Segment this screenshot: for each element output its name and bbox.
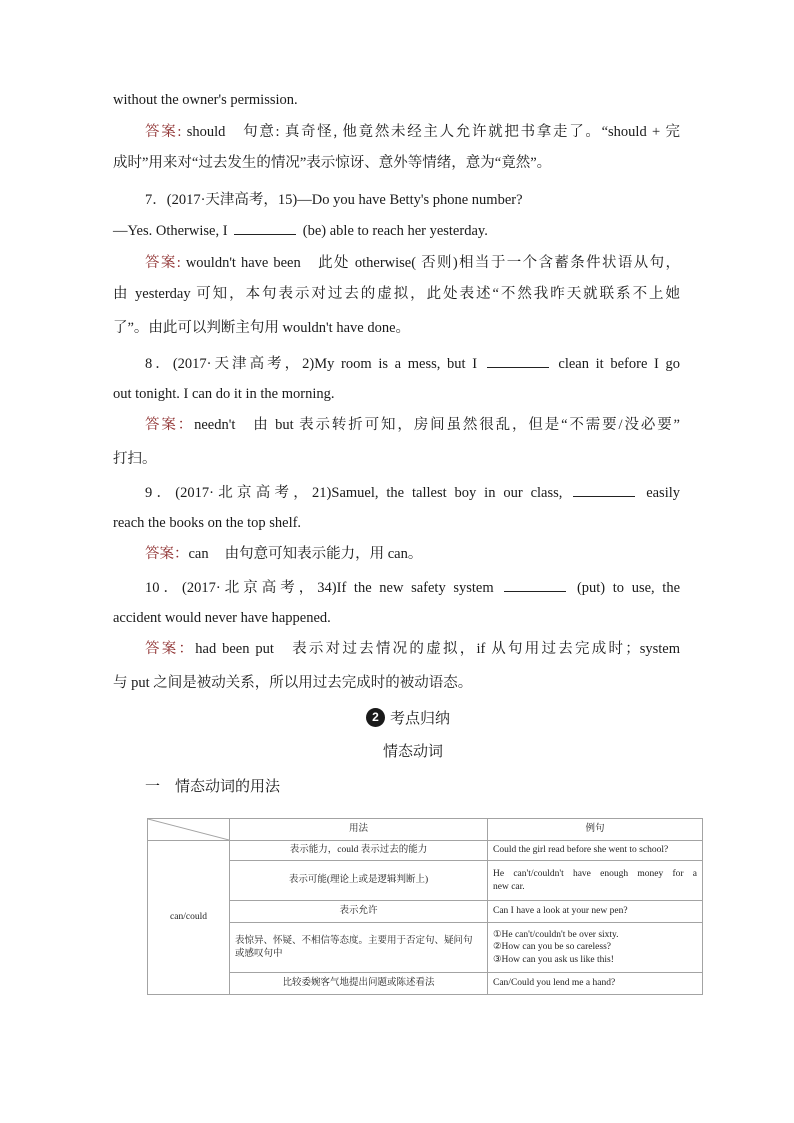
- section-title: 考点归纳: [390, 710, 451, 727]
- question-text: 10．(2017·北京高考，34)If the new safety system: [145, 580, 494, 596]
- table-row: [148, 923, 703, 973]
- section-number-badge: 2: [366, 708, 385, 727]
- question-text: clean it before I go: [558, 356, 681, 372]
- modal-verb-cell: can/could: [148, 841, 230, 995]
- answer-label: 答案：: [145, 641, 196, 657]
- item6-answer-explanation-cont: 成时”用来对“过去发生的情况”表示惊讶、意外等情绪，意为“竟然”。: [113, 155, 552, 171]
- item7-answer-explanation-cont: 由 yesterday 可知，本句表示对过去的虚拟，此处表述“不然我昨天就联系不上她: [113, 286, 680, 302]
- example-cell: [488, 973, 703, 995]
- usage-text: 或感叹句中: [235, 948, 283, 959]
- question-text: 9．(2017·北京高考，21)Samuel, the tallest boy in our class,: [145, 485, 563, 501]
- example-text: Can/Could you lend me a hand?: [493, 978, 616, 989]
- example-cell: [488, 901, 703, 923]
- item8-answer-explanation-cont: 打扫。: [113, 451, 157, 467]
- sub-heading-text: 情态动词的用法: [175, 779, 281, 795]
- usage-text: 表示能力，could 表示过去的能力: [289, 845, 428, 856]
- example-cell: [488, 841, 703, 861]
- header-usage: 用法: [230, 819, 488, 841]
- question-text: 8．(2017·天津高考，2)My room is a mess, but I: [145, 356, 478, 372]
- sub-heading-marker: 一: [145, 779, 161, 795]
- item8-question-line2: out tonight. I can do it in the morning.: [113, 386, 335, 402]
- answer-value: can: [188, 546, 209, 562]
- item6-answer-line: [145, 122, 680, 142]
- answer-blank: [573, 483, 635, 497]
- usage-cell: [230, 923, 488, 973]
- table-header-row: [148, 819, 703, 841]
- usage-text: 表惊异、怀疑、不相信等态度。主要用于否定句、疑问句: [235, 936, 473, 946]
- answer-explanation: 由句意可知表示能力，用 can。: [224, 546, 423, 562]
- answer-label: 答案：: [145, 546, 189, 562]
- example-text: ②How can you be so careless?: [493, 942, 611, 953]
- answer-blank: [487, 354, 549, 368]
- usage-text: 表示允许: [339, 906, 378, 917]
- usage-text: 表示可能(理论上或是逻辑判断上): [288, 875, 429, 886]
- sub-heading: [145, 777, 280, 797]
- item10-question-line2: accident would never have happened.: [113, 610, 331, 626]
- diagonal-line: [148, 819, 229, 840]
- item7-answer-explanation-cont: 了”。由此可以判断主句用 wouldn't have done。: [113, 320, 411, 336]
- example-text: Could the girl read before she went to school?: [493, 845, 669, 856]
- answer-explanation: 由 but 表示转折可知，房间虽然很乱，但是“不需要/没必要”: [251, 417, 680, 433]
- question-text: —Yes. Otherwise, I: [113, 223, 228, 239]
- example-cell: [488, 861, 703, 901]
- item8-answer-line: [145, 415, 680, 435]
- modal-usage-table: [147, 818, 703, 995]
- item9-question-line1: [145, 483, 680, 503]
- item7-question-line1: 7．(2017·天津高考，15)—Do you have Betty's phone number?: [145, 192, 523, 208]
- section-heading: [366, 707, 450, 727]
- table-row: [148, 901, 703, 923]
- usage-cell: [230, 901, 488, 923]
- answer-value: needn't: [194, 417, 236, 433]
- table-row: [148, 973, 703, 995]
- example-cell: [488, 923, 703, 973]
- answer-blank: [504, 578, 566, 592]
- item7-answer-line: [145, 253, 680, 273]
- answer-value: wouldn't have been: [185, 255, 301, 271]
- example-text: new car.: [493, 881, 525, 892]
- usage-cell: [230, 973, 488, 995]
- example-text: He can't/couldn't have enough money for a: [493, 869, 697, 879]
- usage-cell: [230, 861, 488, 901]
- item10-question-line1: [145, 578, 680, 598]
- item10-answer-line: [145, 639, 680, 659]
- item9-answer-line: [145, 544, 422, 564]
- usage-cell: [230, 841, 488, 861]
- answer-explanation: 此处 otherwise( 否则)相当于一个含蓄条件状语从句，: [316, 255, 681, 271]
- answer-blank: [234, 221, 296, 235]
- table-row: [148, 861, 703, 901]
- header-example: 例句: [488, 819, 703, 841]
- example-text: ③How can you ask us like this!: [493, 954, 614, 965]
- example-text: Can I have a look at your new pen?: [493, 906, 628, 917]
- question-text: (put) to use, the: [576, 580, 681, 596]
- item8-question-line1: [145, 354, 680, 374]
- answer-explanation: 句意: 真奇怪, 他竟然未经主人允许就把书拿走了。“should + 完: [241, 124, 681, 140]
- answer-value: should: [186, 124, 226, 140]
- answer-value: had been put: [195, 641, 274, 657]
- example-text: ①He can't/couldn't be over sixty.: [493, 929, 619, 940]
- answer-label: 答案:: [145, 124, 182, 140]
- item9-question-line2: reach the books on the top shelf.: [113, 515, 302, 531]
- answer-label: 答案：: [145, 417, 195, 433]
- diagonal-header-cell: [148, 819, 230, 841]
- question-text: easily: [646, 485, 681, 501]
- answer-label: 答案:: [145, 255, 181, 271]
- item7-question-line2: [113, 221, 488, 241]
- item10-answer-explanation-cont: 与 put 之间是被动关系，所以用过去完成时的被动语态。: [113, 675, 473, 691]
- table-row: [148, 841, 703, 861]
- question-text: (be) able to reach her yesterday.: [302, 223, 488, 239]
- usage-text: 比较委婉客气地提出问题或陈述看法: [282, 978, 435, 989]
- answer-explanation: 表示对过去情况的虚拟，if 从句用过去完成时；system: [289, 641, 681, 657]
- section-subtitle: 情态动词: [382, 744, 443, 760]
- item6-question-tail: without the owner's permission.: [113, 92, 298, 108]
